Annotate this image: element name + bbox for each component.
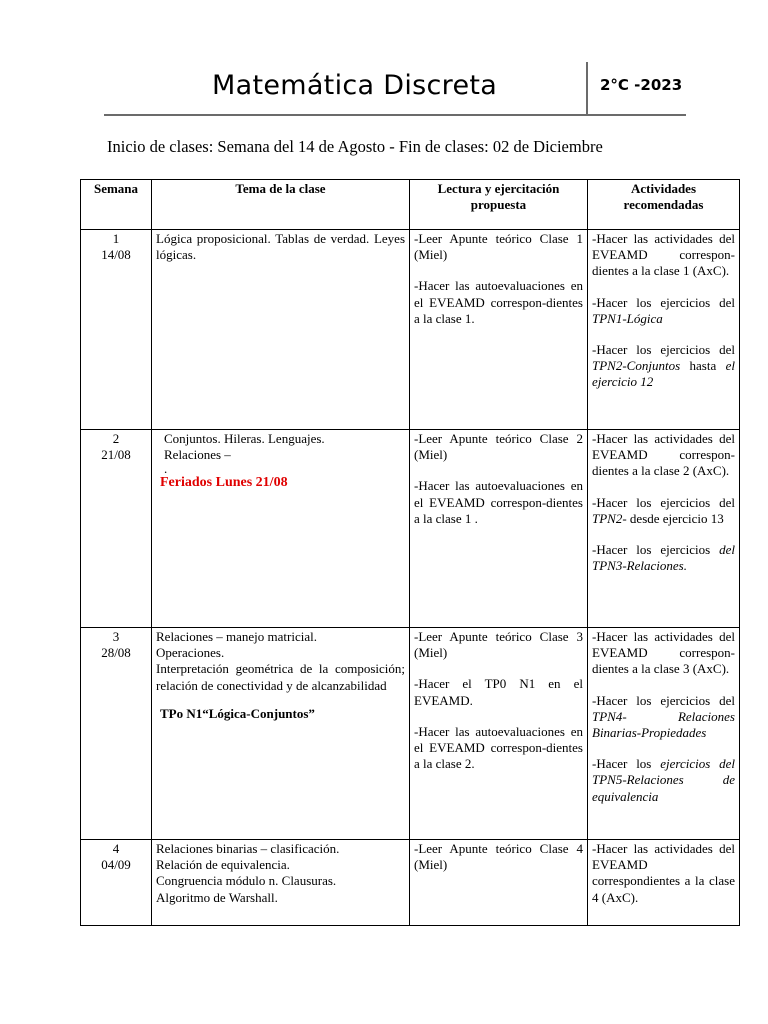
activity-emphasis: TPN2-: [592, 510, 627, 526]
topic-text: Interpretación geométrica de la composición; relación de conectividad y de alcanzabilidad: [156, 661, 405, 693]
activity-text: -Hacer los: [592, 756, 661, 772]
topic-cell: [152, 840, 410, 926]
week-number: 1: [112, 231, 120, 246]
activity-text: -Hacer los ejercicios del: [592, 294, 735, 310]
reading-item: -Hacer las autoevaluaciones en el EVEAMD correspon-dientes a la clase 1 .: [414, 478, 583, 526]
activity-item: [592, 542, 735, 574]
topic-text: Operaciones.: [156, 645, 225, 661]
schedule-table: [80, 179, 740, 926]
week-cell: [81, 840, 152, 926]
reading-cell: [410, 628, 588, 840]
topic-cell: [152, 628, 410, 840]
week-cell: [81, 628, 152, 840]
column-header-week: Semana: [81, 180, 152, 230]
activities-cell: [588, 230, 740, 430]
column-header-activities: Actividades recomendadas: [588, 180, 740, 230]
reading-item: -Hacer las autoevaluaciones en el EVEAMD correspon-dientes a la clase 2.: [414, 723, 583, 772]
activity-emphasis: el ejercicio 12: [592, 358, 735, 390]
page-title: Matemática Discreta: [212, 70, 498, 101]
term-label: 2°C -2023: [600, 76, 683, 94]
topic-text: Relación de equivalencia.: [156, 857, 290, 873]
topic-text: Relaciones – manejo matricial.: [156, 629, 317, 644]
topic-text: .: [164, 461, 168, 477]
topic-cell: [152, 430, 410, 628]
activity-item: [592, 495, 735, 527]
reading-item: -Leer Apunte teórico Clase 2 (Miel): [414, 431, 583, 463]
week-number: 2: [112, 431, 120, 446]
reading-item: -Hacer el TP0 N1 en el EVEAMD.: [414, 676, 583, 708]
activity-emphasis: del TPN3-Relaciones.: [592, 542, 735, 574]
week-date: 21/08: [101, 447, 131, 463]
topic-text: Relaciones binarias – clasificación.: [156, 841, 340, 856]
topic-text: Algoritmo de Warshall.: [156, 889, 278, 905]
activities-cell: [588, 840, 740, 926]
holiday-note: Feriados Lunes 21/08: [160, 475, 288, 491]
header-divider-vertical: [586, 62, 588, 116]
activity-emphasis: TPN4- Relaciones Binarias-Propiedades: [592, 708, 735, 741]
activities-cell: [588, 628, 740, 840]
week-date: 28/08: [101, 645, 131, 661]
activity-item: -Hacer las actividades del EVEAMD correspon-dientes a la clase 3 (AxC).: [592, 629, 735, 677]
reading-item: -Leer Apunte teórico Clase 1 (Miel): [414, 231, 583, 263]
table-row: [81, 840, 740, 926]
reading-item: -Hacer las autoevaluaciones en el EVEAMD correspon-dientes a la clase 1.: [414, 278, 583, 326]
activity-item: -Hacer las actividades del EVEAMD correspon-dientes a la clase 2 (AxC).: [592, 431, 735, 479]
table-row: [81, 628, 740, 840]
activity-emphasis: TPN2-Conjuntos: [592, 358, 681, 374]
activity-item: [592, 295, 735, 327]
reading-item: -Leer Apunte teórico Clase 3 (Miel): [414, 629, 583, 661]
reading-item: -Leer Apunte teórico Clase 4 (Miel): [414, 841, 583, 873]
activity-text: -Hacer los ejercicios del: [592, 692, 735, 708]
practical-work-label: TPo N1“Lógica-Conjuntos”: [160, 705, 315, 721]
week-cell: [81, 230, 152, 430]
table-row: [81, 230, 740, 430]
activity-text: hasta: [680, 358, 726, 374]
reading-cell: [410, 230, 588, 430]
activity-item: [592, 342, 735, 391]
week-number: 4: [112, 841, 120, 856]
course-dates: Inicio de clases: Semana del 14 de Agosto - Fin de clases: 02 de Diciembre: [107, 137, 603, 156]
activity-item: -Hacer las actividades del EVEAMD correspon-dientes a la clase 1 (AxC).: [592, 231, 735, 279]
header-divider-horizontal: [104, 114, 686, 116]
week-number: 3: [112, 629, 120, 644]
activities-cell: [588, 430, 740, 628]
table-row: [81, 430, 740, 628]
activity-text: -Hacer los ejercicios: [592, 542, 720, 558]
topic-text: Relaciones –: [164, 447, 231, 463]
activity-text: -Hacer los ejercicios del: [592, 342, 735, 358]
week-date: 14/08: [101, 247, 131, 263]
activity-item: [592, 693, 735, 742]
table-header-row: [81, 180, 740, 230]
week-cell: [81, 430, 152, 628]
reading-cell: [410, 430, 588, 628]
activity-text: -Hacer los ejercicios del: [592, 494, 735, 510]
week-date: 04/09: [101, 857, 131, 873]
activity-text: desde ejercicio 13: [626, 510, 724, 526]
activity-emphasis: ejercicios del TPN5-Relaciones de equivalencia: [592, 756, 735, 804]
activity-item: [592, 756, 735, 805]
topic-text: Congruencia módulo n. Clausuras.: [156, 873, 337, 889]
topic-text: Lógica proposicional. Tablas de verdad. Leyes lógicas.: [156, 231, 405, 263]
reading-cell: [410, 840, 588, 926]
activity-item: -Hacer las actividades del EVEAMD correspondientes a la clase 4 (AxC).: [592, 841, 735, 905]
column-header-topic: Tema de la clase: [152, 180, 410, 230]
column-header-reading: Lectura y ejercitación propuesta: [410, 180, 588, 230]
activity-emphasis: TPN1-Lógica: [592, 310, 663, 326]
topic-cell: [152, 230, 410, 430]
topic-text: Conjuntos. Hileras. Lenguajes.: [164, 431, 325, 446]
